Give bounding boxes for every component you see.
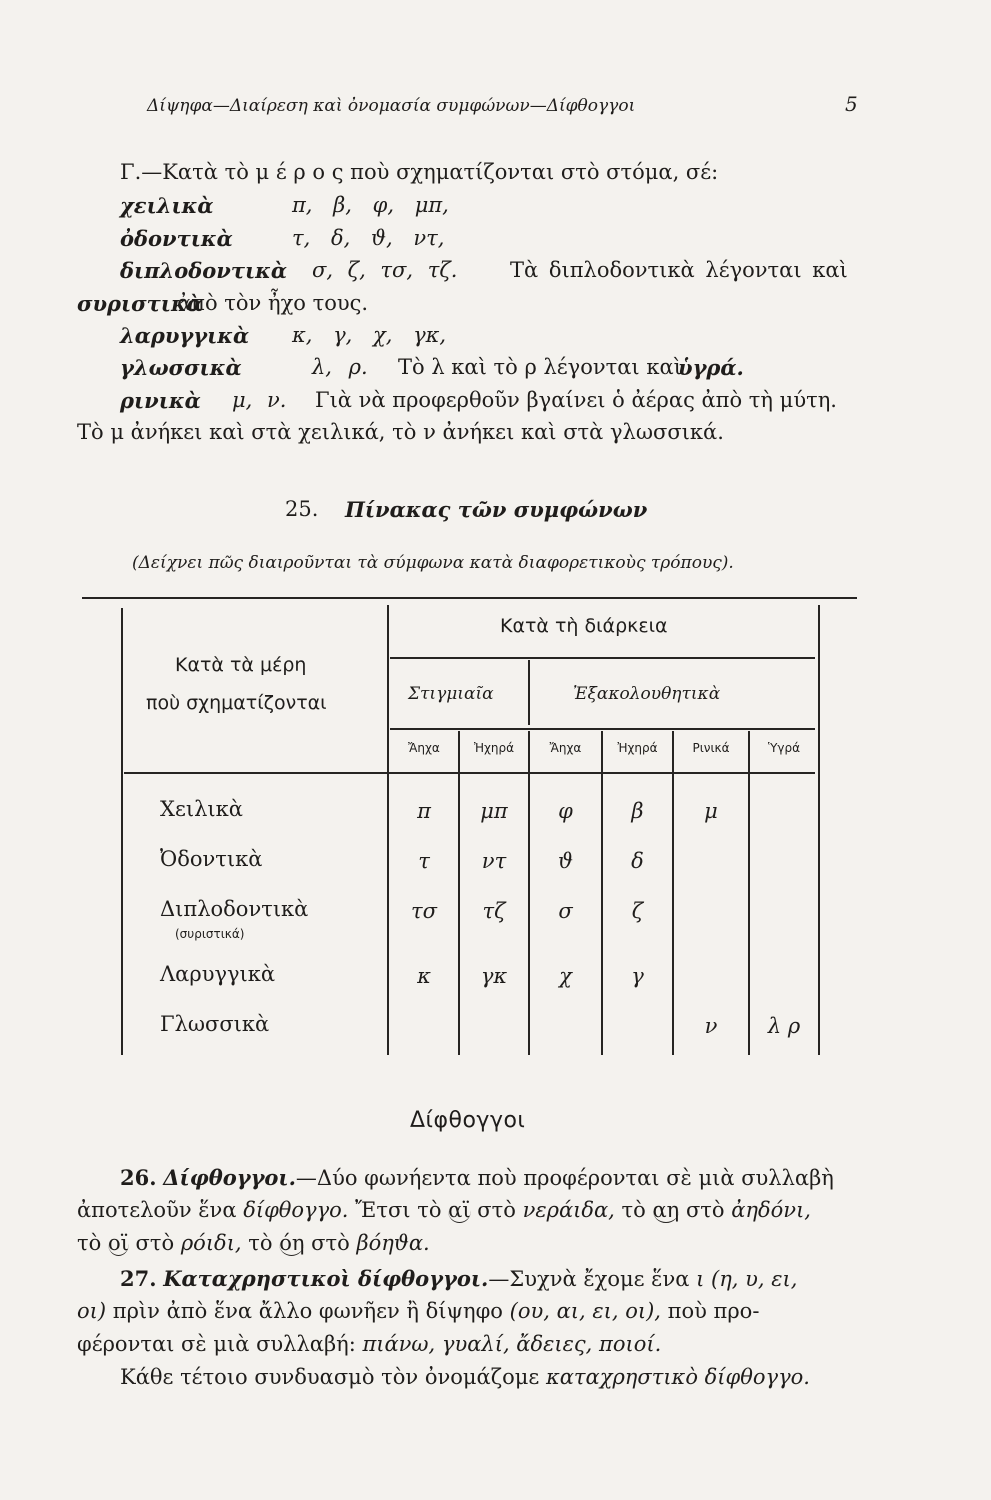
cell-double-dentals-1: τσ [411, 899, 437, 923]
cell-dentals-2: ντ [481, 849, 507, 873]
p26-example-2: ἀηδόνι, [731, 1198, 811, 1222]
p27-line2 [77, 1299, 759, 1323]
subheader-voiceless-continuant: Ἄηχα [549, 741, 582, 755]
p26-line1-text: —Δύο φωνήεντα ποὺ προφέρονται σὲ μιὰ συλλαβὴ [295, 1166, 834, 1190]
p27-line2-d: ποὺ προ- [667, 1299, 760, 1323]
cell-labials-4: β [631, 799, 644, 823]
col-rule-2 [528, 731, 530, 1055]
group-rule [390, 728, 815, 730]
cell-linguals-6: λ ρ [767, 1014, 801, 1038]
cell-dentals-1: τ [418, 849, 430, 873]
label-labials: χειλικὰ [120, 193, 214, 218]
subheader-voiced-continuant: Ἠχηρά [617, 741, 658, 755]
p27-line1-b: ι (η, υ, ει, [696, 1267, 798, 1291]
col-rule-4 [672, 731, 674, 1055]
row-name-gutturals: Λαρυγγικὰ [160, 962, 276, 986]
text-sibilants: ἀπὸ τὸν ἦχο τους. [177, 291, 369, 315]
letters-double-dentals: σ, ζ, τσ, τζ. [312, 258, 458, 282]
p26-example-4: βόηϑα. [356, 1231, 430, 1255]
diphthongs-heading: Δίφθογγοι [410, 1108, 526, 1133]
cell-double-dentals-4: ζ [631, 899, 644, 923]
section-g-intro: Γ.—Κατὰ τὸ μ έ ρ ο ς ποὺ σχηματίζονται στὸ στόμα, σέ: [120, 160, 719, 184]
p26-line3-c: τὸ [248, 1231, 273, 1255]
cell-gutturals-4: γ [631, 964, 644, 988]
p27-line2-a: οι) [77, 1299, 107, 1323]
table-top-rule [82, 597, 857, 599]
col-rule-1 [458, 731, 460, 1055]
row-note-sibilants: (συριστικά) [175, 927, 245, 941]
p27-number: 27. [120, 1266, 157, 1291]
cell-dentals-3: ϑ [557, 849, 573, 873]
p27-term: Καταχρηστικοὶ δίφθογγοι. [163, 1266, 489, 1291]
p26-digraph-4: όη [279, 1231, 305, 1255]
p26-line3-a: τὸ [77, 1231, 102, 1255]
p26-line3-b: στὸ [135, 1231, 175, 1255]
p26-line2-term: δίφθογγο. [243, 1198, 349, 1222]
p27-line2-c: (ου, αι, ει, οι), [509, 1299, 661, 1323]
group-continuous: Ἐξακολουθητικὰ [573, 684, 721, 704]
letters-gutturals: κ, γ, χ, γκ, [292, 323, 447, 347]
table-section-subtitle: (Δείχνει πῶς διαιροῦνται τὰ σύμφωνα κατὰ διαφορετικοὺς τρόπους). [132, 553, 734, 573]
p26-line3 [77, 1231, 430, 1255]
p26-digraph-1: αϊ [448, 1198, 471, 1222]
p26-line2-c: στὸ [477, 1198, 516, 1222]
p26-line2 [77, 1198, 811, 1222]
p26-example-1: νεράιδα, [522, 1198, 615, 1222]
table-right-rule [818, 605, 820, 1055]
cell-labials-3: φ [558, 799, 573, 823]
p27-line4-b: καταχρηστικὸ δίφθογγο. [545, 1365, 810, 1389]
p26-line2-a: ἀποτελοῦν ἕνα [77, 1198, 237, 1222]
letters-linguals: λ, ρ. [312, 355, 368, 379]
p26-example-3: ρόιδι, [180, 1231, 242, 1255]
subheader-liquid: Ὑγρά [767, 741, 801, 755]
running-title: Δίψηφα—Διαίρεση καὶ ὀνομασία συμφώνων—Δίφθογγοι [147, 96, 636, 116]
row-header-line2: ποὺ σχηματίζονται [146, 692, 327, 714]
letters-nasals: μ, ν. [232, 388, 287, 412]
text-double-dentals: Τὰ διπλοδοντικὰ λέγονται καὶ [510, 258, 848, 282]
cell-dentals-4: δ [631, 849, 644, 873]
p27-line2-b: πρὶν ἀπὸ ἕνα ἄλλο φωνῆεν ἢ δίψηφο [112, 1299, 503, 1323]
subheader-voiceless-stop: Ἄηχα [408, 741, 440, 755]
header-bottom-rule [124, 772, 815, 774]
duration-header: Κατὰ τὴ διάρκεια [500, 615, 668, 637]
col-rule-5 [748, 731, 750, 1055]
label-gutturals: λαρυγγικὰ [120, 323, 250, 348]
cell-labials-5: μ [704, 799, 718, 823]
text-mu-nu-note: Τὸ μ ἀνήκει καὶ στὰ χειλικά, τὸ ν ἀνήκει καὶ στὰ γλωσσικά. [77, 420, 724, 444]
p26-term: Δίφθογγοι. [163, 1165, 296, 1190]
row-name-dentals: Ὀδοντικὰ [160, 847, 263, 871]
table-section-number: 25. [285, 497, 319, 521]
term-liquids: ὑγρά. [678, 355, 744, 380]
row-name-double-dentals: Διπλοδοντικὰ [160, 897, 309, 921]
p26-line2-b: Ἔτσι τὸ [355, 1198, 442, 1222]
row-name-linguals: Γλωσσικὰ [160, 1012, 270, 1036]
label-linguals: γλωσσικὰ [120, 355, 242, 380]
cell-gutturals-2: γκ [480, 964, 508, 988]
p26-line3-d: στὸ [311, 1231, 350, 1255]
col-rule-3 [601, 731, 603, 1055]
p27-line3-a: φέρονται σὲ μιὰ συλλαβή: [77, 1332, 356, 1356]
p27-line3-b: πιάνω, γυαλί, ἄδειες, ποιοί. [362, 1332, 662, 1356]
label-nasals: ρινικὰ [120, 388, 201, 413]
group-divider [528, 660, 530, 725]
p26-number: 26. [120, 1165, 157, 1190]
term-sibilants: συριστικὰ [77, 291, 203, 316]
cell-gutturals-3: χ [559, 964, 572, 988]
page-number: 5 [845, 92, 858, 116]
cell-labials-2: μπ [480, 799, 508, 823]
p26-digraph-3: οϊ [107, 1231, 129, 1255]
label-double-dentals: διπλοδοντικὰ [120, 258, 288, 283]
subheader-voiced-stop: Ἠχηρά [473, 741, 515, 755]
p27-line4 [120, 1365, 810, 1389]
p27-line1 [120, 1266, 797, 1291]
p26-digraph-2: αη [652, 1198, 680, 1222]
p26-line2-d: τὸ [621, 1198, 646, 1222]
text-linguals: Τὸ λ καὶ τὸ ρ λέγονται καὶ [398, 355, 682, 379]
table-col-divider [387, 605, 389, 1055]
row-header-line1: Κατὰ τὰ μέρη [175, 654, 307, 676]
duration-header-rule [390, 657, 815, 659]
p26-line2-e: στὸ [685, 1198, 725, 1222]
table-section-title: Πίνακας τῶν συμφώνων [345, 497, 648, 522]
p27-line4-a: Κάθε τέτοιο συνδυασμὸ τὸν ὀνομάζομε [120, 1365, 540, 1389]
p26-line1 [120, 1165, 834, 1190]
cell-gutturals-1: κ [417, 964, 431, 988]
row-name-labials: Χειλικὰ [160, 797, 243, 821]
cell-linguals-5: ν [704, 1014, 718, 1038]
text-nasals: Γιὰ νὰ προφερθοῦν βγαίνει ὁ ἀέρας ἀπὸ τὴ μύτη. [315, 388, 837, 412]
label-dentals: ὀδοντικὰ [120, 226, 233, 251]
letters-dentals: τ, δ, ϑ, ντ, [292, 226, 445, 250]
subheader-nasal: Ρινικά [692, 741, 730, 755]
table-left-rule [121, 608, 123, 1055]
letters-labials: π, β, φ, μπ, [292, 193, 449, 217]
cell-double-dentals-3: σ [558, 899, 573, 923]
cell-double-dentals-2: τζ [482, 899, 506, 923]
p27-line1-a: —Συχνὰ ἔχομε ἕνα [488, 1267, 690, 1291]
cell-labials-1: π [417, 799, 431, 823]
group-momentary: Στιγμιαῖα [408, 684, 494, 704]
p27-line3 [77, 1332, 661, 1356]
